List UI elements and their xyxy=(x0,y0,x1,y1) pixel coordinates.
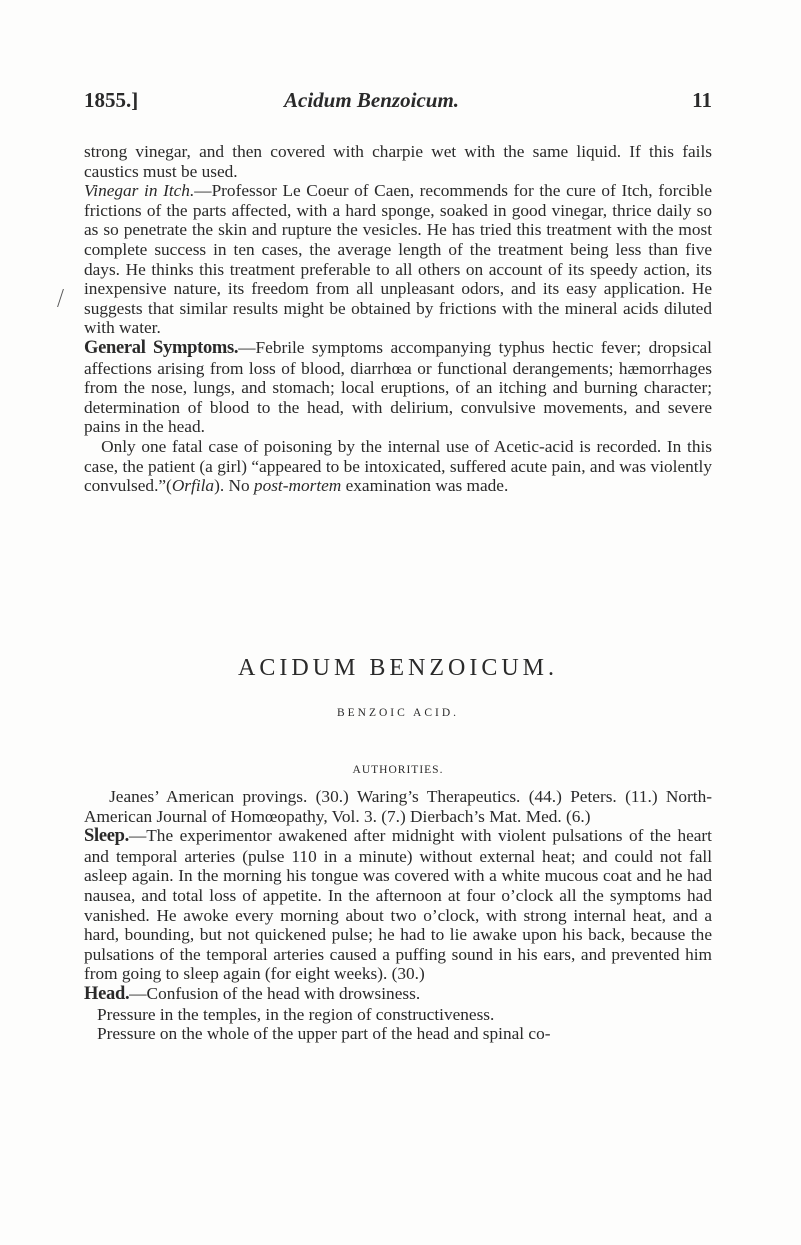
head-text-2: Pressure in the temples, in the region of constructiveness. xyxy=(96,1004,495,1024)
paragraph-fatal-case xyxy=(84,437,712,496)
paragraph-authorities xyxy=(84,787,712,826)
fatal-case-text-a: Only one fatal case of poisoning by the internal use of Acetic-acid is recorded. In this case, the patient (a girl) “appeared to be intoxicated, suffered acute pain, and was violently convulsed.”( xyxy=(84,436,712,496)
header-title: Acidum Benzoicum. xyxy=(284,88,460,112)
authorities-heading: AUTHORITIES. xyxy=(352,764,444,776)
fatal-case-citation: Orfila xyxy=(171,476,215,496)
authorities-text: Jeanes’ American provings. (30.) Waring’s Therapeutics. (44.) Peters. (11.) North-American Journal of Homœopathy, Vol. 3. (7.) Dierbach’s Mat. Med. (6.) xyxy=(84,787,712,826)
paragraph-head-3 xyxy=(84,1024,712,1044)
paragraph-general-symptoms xyxy=(84,338,712,437)
paragraph-sleep xyxy=(84,826,712,984)
running-head xyxy=(84,88,712,118)
margin-pencil-mark xyxy=(57,289,72,307)
fatal-case-text-c: examination was made. xyxy=(341,476,509,496)
general-symptoms-text: —Febrile symptoms accompanying typhus hectic fever; dropsical affections arising from loss of blood, diarrhœa or functional derangements; hæmorrhages from the nose, lungs, and stomach; local eruptions, of an itching and burning character; determination of blood to the head, with delirium, convulsive movements, and severe pains in the head. xyxy=(84,337,712,437)
section-heading: ACIDUM BENZOICUM. xyxy=(238,655,558,681)
head-text-3: Pressure on the whole of the upper part of the head and spinal co- xyxy=(96,1024,551,1044)
section-acetic-acid-continued xyxy=(84,142,712,496)
general-symptoms-label: General Symptoms. xyxy=(84,337,239,358)
paragraph-head-2 xyxy=(84,1005,712,1025)
sleep-text: —The experimentor awakened after midnight with violent pulsations of the heart and temporal arteries (pulse 110 in a minute) without external heat; and could not fall asleep again. In the morning his tongue was covered with a white mucous coat and he had nausea, and total loss of appetite. In the afternoon at four o’clock all the symptoms had vanished. He awoke every morning about two o’clock, with strong internal heat, and a hard, bounding, but not quickened pulse; he had to lie awake upon his back, because the pulsations of the temporal arteries caused a puffing sound in his ears, and prevented him from going to sleep again (for eight weeks). (30.) xyxy=(84,826,712,984)
paragraph-vinegar-itch xyxy=(84,181,712,338)
post-mortem-italic: post-mortem xyxy=(253,476,342,496)
paragraph-head xyxy=(84,984,712,1005)
vinegar-itch-text: —Professor Le Coeur of Caen, recommends for the cure of Itch, forcible frictions of the parts affected, with a hard sponge, soaked in good vinegar, thrice daily so as so penetrate the skin and rupture the vesicles. He has tried this treatment with the most complete success in ten cases, the average length of the treatment being less than five days. He thinks this treatment preferable to all others on account of its speedy action, its inexpensive nature, its freedom from all unpleasant odors, and its easy application. He suggests that similar results might be obtained by frictions with the mineral acids diluted with water. xyxy=(84,181,712,338)
header-year: 1855.] xyxy=(84,88,139,112)
vinegar-itch-label: Vinegar in Itch. xyxy=(84,181,195,201)
paragraph-vinegar-caustics: strong vinegar, and then covered with charpie wet with the same liquid. If this fails caustics must be used. xyxy=(84,142,712,181)
section-benzoic-acid xyxy=(84,787,712,1044)
page-number: 11 xyxy=(692,88,712,112)
section-subheading: BENZOIC ACID. xyxy=(336,707,460,719)
fatal-case-text-b: ). No xyxy=(214,476,254,496)
head-text-1: —Confusion of the head with drowsiness. xyxy=(129,983,421,1003)
head-label: Head. xyxy=(84,983,130,1004)
sleep-label: Sleep. xyxy=(84,826,129,847)
